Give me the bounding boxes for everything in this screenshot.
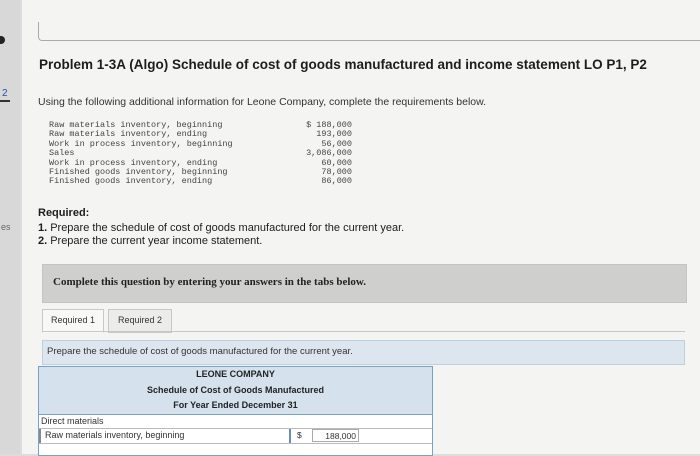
question-number[interactable]: 2 xyxy=(2,88,8,99)
data-value: 60,000 xyxy=(321,157,352,168)
tab-required-1[interactable]: Required 1 xyxy=(42,309,104,333)
company-name: LEONE COMPANY xyxy=(196,369,275,379)
requirement-text: Prepare the current year income statement. xyxy=(50,235,263,247)
amount-input[interactable]: 188,000 xyxy=(312,429,359,442)
schedule-worksheet xyxy=(38,366,433,456)
column-marker xyxy=(289,429,291,443)
task-prompt-text: Prepare the schedule of cost of goods manufactured for the current year. xyxy=(47,346,353,357)
requirement-text: Prepare the schedule of cost of goods manufactured for the current year. xyxy=(50,222,405,234)
data-value: 78,000 xyxy=(321,166,352,177)
data-value: $ 188,000 xyxy=(306,120,352,130)
current-question-marker xyxy=(0,100,10,102)
tab-divider xyxy=(42,331,685,332)
data-label: Raw materials inventory, beginning xyxy=(49,120,223,130)
requirement-number: 2. xyxy=(38,235,48,247)
problem-title: Problem 1-3A (Algo) Schedule of cost of goods manufactured and income statement LO P1, P2 xyxy=(39,57,647,72)
sidebar-partial-label: es xyxy=(1,222,11,232)
data-label: Sales xyxy=(49,148,75,159)
data-value: 193,000 xyxy=(316,129,352,140)
left-sidebar xyxy=(0,0,20,454)
banner-text: Complete this question by entering your answers in the tabs below. xyxy=(53,276,367,288)
sidebar-handle[interactable] xyxy=(0,36,5,44)
question-panel xyxy=(22,0,700,454)
row-marker xyxy=(39,429,41,443)
schedule-row xyxy=(39,428,432,444)
data-label: Raw materials inventory, ending xyxy=(49,129,208,140)
section-label: Direct materials xyxy=(41,416,104,426)
requirement-item xyxy=(38,235,262,247)
data-label: Work in process inventory, ending xyxy=(49,157,218,168)
dollar-sign: $ xyxy=(297,430,302,440)
requirement-item xyxy=(38,222,404,234)
tab-required-2[interactable]: Required 2 xyxy=(108,309,172,333)
required-heading: Required: xyxy=(38,207,90,219)
requirement-number: 1. xyxy=(38,222,48,234)
instruction-banner xyxy=(42,264,687,303)
header-divider xyxy=(38,22,700,41)
row-label-input[interactable]: Raw materials inventory, beginning xyxy=(45,430,185,440)
data-value: 86,000 xyxy=(321,176,352,187)
schedule-period: For Year Ended December 31 xyxy=(173,400,298,410)
data-label: Work in process inventory, beginning xyxy=(49,138,233,149)
instructions-text: Using the following additional information for Leone Company, complete the requirements below. xyxy=(38,96,487,108)
schedule-title: Schedule of Cost of Goods Manufactured xyxy=(146,384,324,395)
data-label: Finished goods inventory, beginning xyxy=(49,166,228,177)
data-value: 3,086,000 xyxy=(306,148,352,159)
schedule-header xyxy=(39,367,432,415)
data-label: Finished goods inventory, ending xyxy=(49,176,213,187)
task-prompt-bar xyxy=(42,340,685,365)
data-value: 56,000 xyxy=(321,138,352,149)
